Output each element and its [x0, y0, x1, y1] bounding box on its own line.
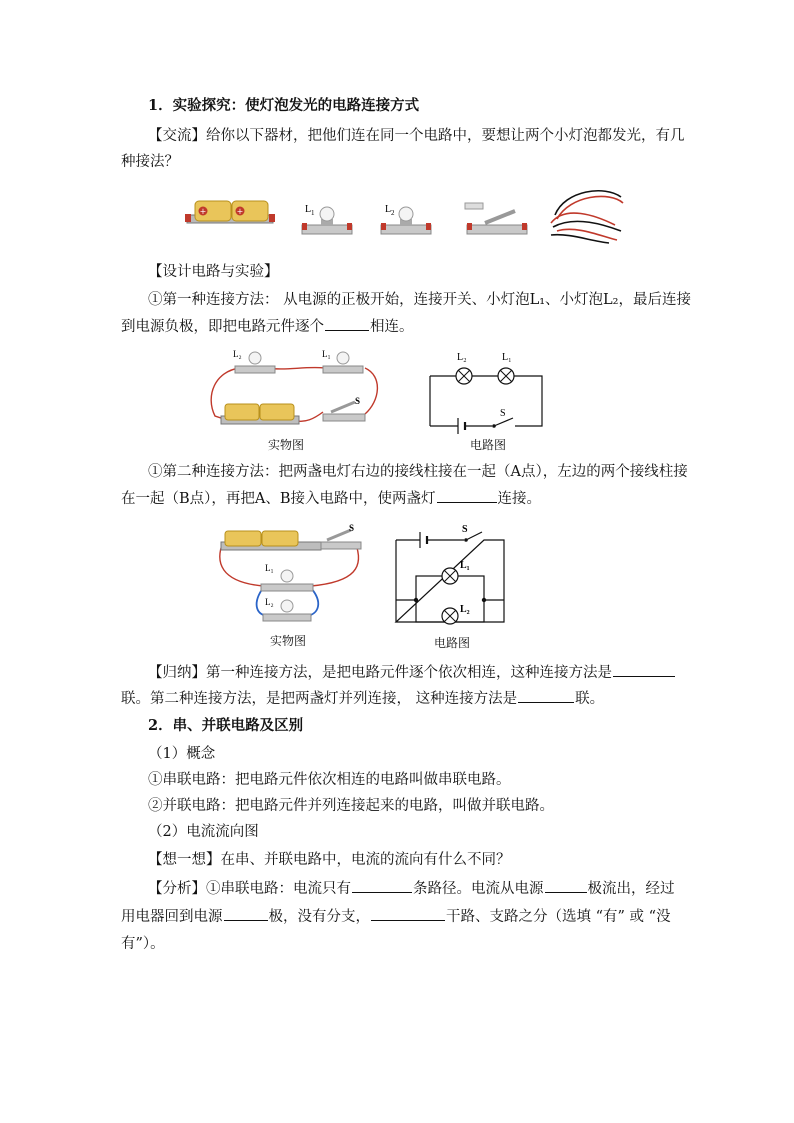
equip-l1-label: L — [305, 204, 312, 215]
fig1-circuit-caption: 电路图 — [470, 438, 507, 452]
exchange-line2: 种接法？ — [121, 154, 179, 170]
switch-icon — [465, 203, 527, 234]
equipment-figure — [185, 185, 625, 245]
summary-line1 — [148, 662, 676, 683]
fig2-circuit-l1: L₁ — [460, 560, 470, 571]
method1-blank[interactable] — [325, 316, 369, 331]
exchange-tag: 【交流】 — [148, 128, 206, 144]
fig1-real-s: S — [355, 396, 361, 406]
analysis-text2c: 干路、支路之分（选填 “有” 或 “没 — [446, 909, 671, 925]
analysis-blank3[interactable] — [224, 906, 268, 921]
summary-text2b: 联。 — [575, 691, 605, 707]
battery-holder-icon — [185, 201, 275, 223]
fig1-real-l1: L₁ — [322, 349, 331, 359]
fig1-circuit-s: S — [500, 408, 506, 419]
fig1-real-diagram — [205, 346, 385, 434]
method2-line1: ①第二种连接方法：把两盏电灯右边的接线柱接在一起（A点），左边的两个接线柱接 — [148, 464, 688, 480]
svg-text:+: + — [236, 207, 244, 216]
think-line — [148, 850, 511, 870]
method2-text-b: 连接。 — [497, 491, 542, 507]
analysis-text2a: 用电器回到电源 — [121, 909, 223, 925]
fig2-real-l1: L₁ — [265, 563, 274, 573]
summary-tag: 【归纳】 — [148, 665, 206, 681]
fig1-circuit-l1: L₁ — [502, 352, 512, 363]
analysis-line3: 有”）。 — [121, 936, 165, 952]
analysis-line1 — [148, 878, 675, 899]
fig1-real-caption: 实物图 — [268, 438, 305, 452]
summary-blank1[interactable] — [613, 662, 675, 677]
equip-l2-sub: 2 — [391, 209, 395, 217]
concept-heading: （1）概念 — [148, 746, 216, 762]
section1-title: 1．实验探究：使灯泡发光的电路连接方式 — [148, 97, 420, 114]
think-tag: 【想一想】 — [148, 852, 221, 868]
analysis-text1c: 极流出，经过 — [587, 881, 675, 897]
analysis-tag: 【分析】 — [148, 881, 206, 897]
fig2-real-caption: 实物图 — [270, 634, 307, 648]
think-text: 在串、并联电路中，电流的流向有什么不同？ — [220, 852, 511, 868]
fig2-real-diagram — [215, 522, 365, 630]
wires-icon — [551, 191, 623, 243]
method1-line1: ①第一种连接方法： 从电源的正极开始，连接开关、小灯泡L₁、小灯泡L₂，最后连接 — [148, 292, 691, 308]
summary-text1: 第一种连接方法，是把电路元件逐个依次相连，这种连接方法是 — [206, 665, 612, 681]
summary-text2a: 联。第二种连接方法，是把两盏灯并列连接， 这种连接方法是 — [121, 691, 518, 707]
method2-text-a: 在一起（B点），再把A、B接入电路中，使两盏灯 — [121, 491, 436, 507]
fig2-circuit-diagram — [392, 522, 512, 632]
fig1-real-l2: L₂ — [233, 349, 242, 359]
exchange-line1 — [148, 126, 685, 146]
flow-heading: （2）电流流向图 — [148, 824, 259, 840]
method2-line2 — [121, 488, 541, 509]
analysis-text1a: ①串联电路：电流只有 — [206, 881, 351, 897]
analysis-blank2[interactable] — [545, 878, 587, 893]
fig2-real-s: S — [349, 523, 355, 533]
analysis-text2b: 极，没有分支， — [268, 909, 370, 925]
parallel-definition: ②并联电路：把电路元件并列连接起来的电路，叫做并联电路。 — [148, 798, 554, 814]
fig1-circuit-diagram — [420, 346, 550, 436]
design-title: 【设计电路与实验】 — [148, 264, 279, 280]
analysis-blank4[interactable] — [371, 906, 445, 921]
fig2-real-l2: L₂ — [265, 597, 274, 607]
exchange-text1: 给你以下器材，把他们连在同一个电路中，要想让两个小灯泡都发光，有几 — [206, 128, 685, 144]
summary-blank2[interactable] — [518, 688, 574, 703]
analysis-text1b: 条路径。电流从电源 — [413, 881, 544, 897]
section2-title: 2．串、并联电路及区别 — [148, 717, 304, 734]
equip-l2-label: L — [385, 204, 392, 215]
analysis-line2 — [121, 906, 671, 927]
method1-line2 — [121, 316, 414, 337]
series-definition: ①串联电路：把电路元件依次相连的电路叫做串联电路。 — [148, 772, 511, 788]
method1-text-a: 到电源负极，即把电路元件逐个 — [121, 319, 324, 335]
bulb-l1-icon — [302, 204, 352, 234]
analysis-blank1[interactable] — [352, 878, 412, 893]
fig2-circuit-caption: 电路图 — [434, 636, 471, 650]
fig2-circuit-s: S — [462, 524, 468, 535]
fig1-circuit-l2: L₂ — [457, 352, 467, 363]
equip-l1-sub: 1 — [311, 209, 315, 217]
bulb-l2-icon — [381, 204, 431, 234]
summary-line2 — [121, 688, 604, 709]
svg-text:+: + — [199, 207, 207, 216]
method1-text-b: 相连。 — [370, 319, 414, 335]
fig2-circuit-l2: L₂ — [460, 604, 470, 615]
method2-blank[interactable] — [437, 488, 497, 503]
